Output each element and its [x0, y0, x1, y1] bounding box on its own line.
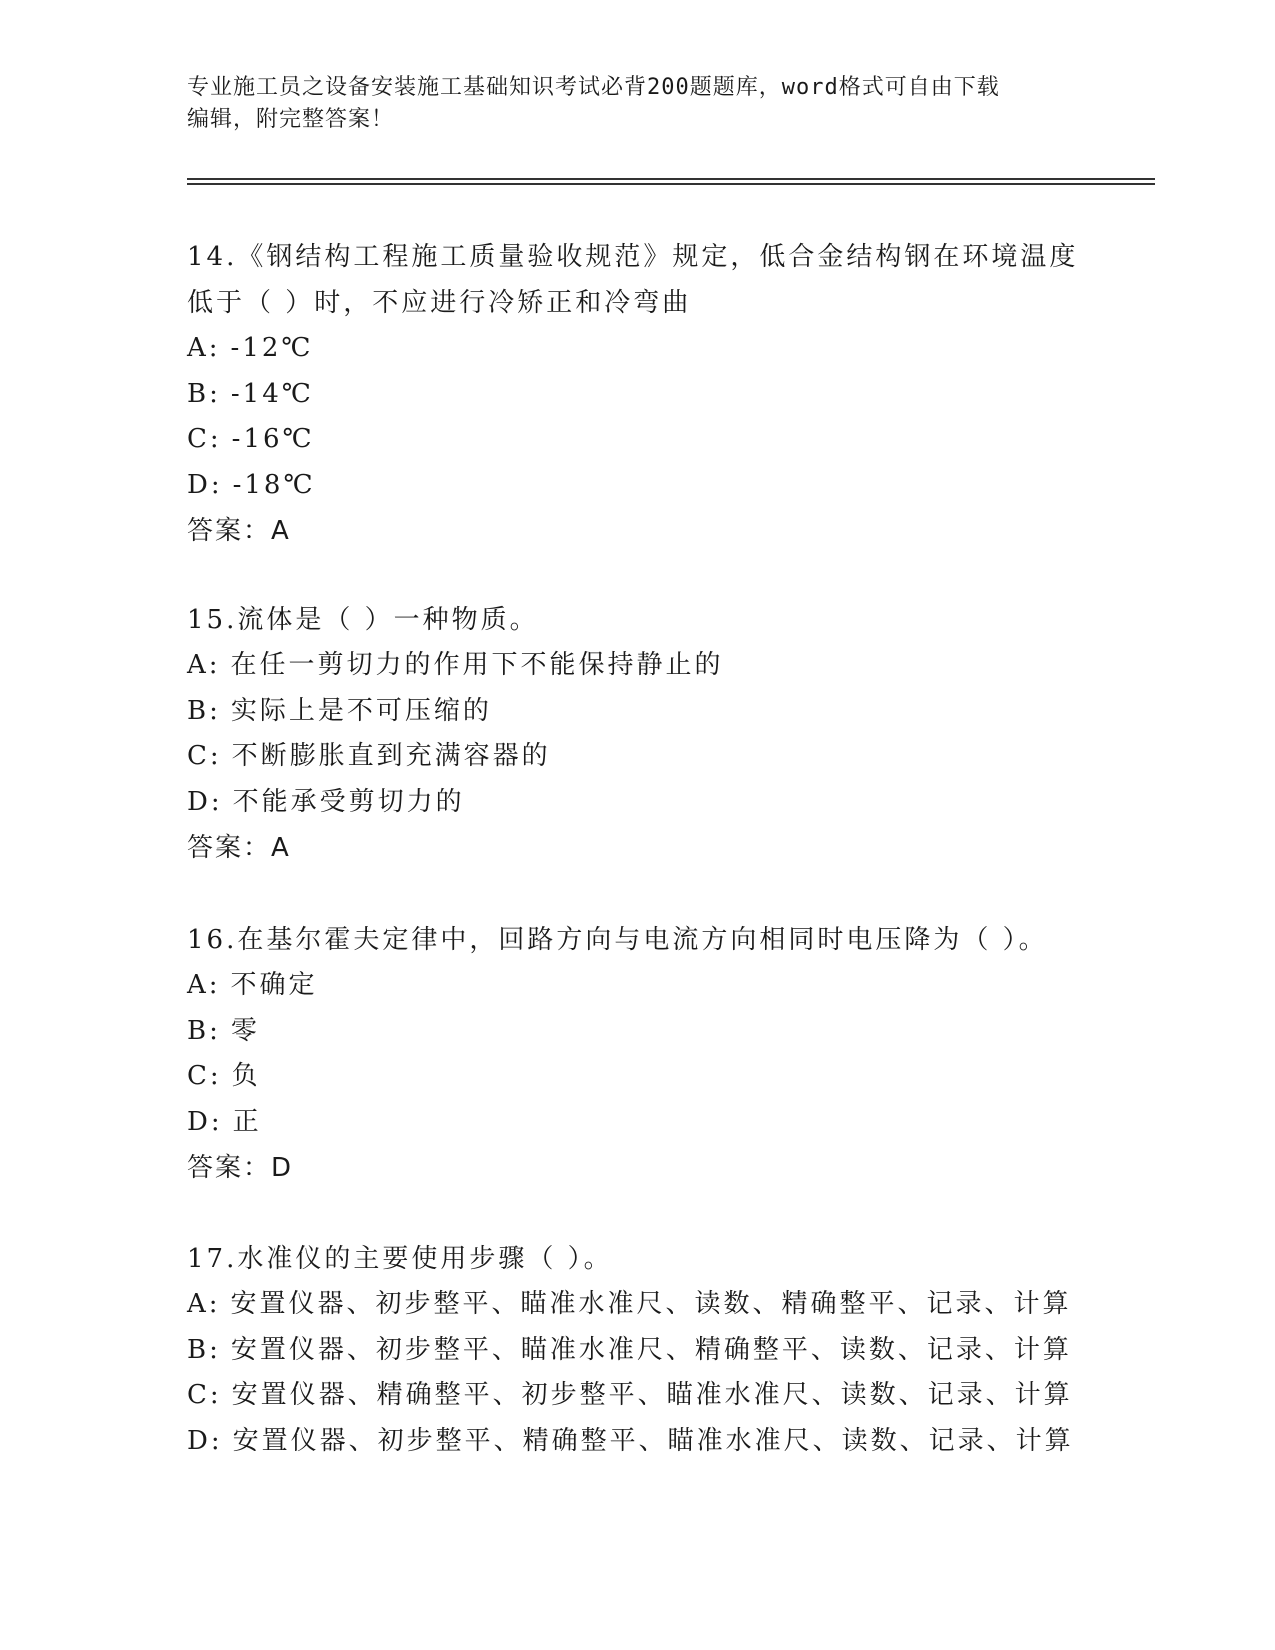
- option-text: -12℃: [230, 333, 314, 363]
- option-b: [187, 1009, 1087, 1055]
- option-text: 不确定: [230, 970, 318, 1000]
- question-14: [187, 234, 1087, 554]
- question-17: [187, 1236, 1087, 1464]
- option-letter: C:: [187, 1061, 222, 1092]
- option-c: [187, 1054, 1087, 1100]
- option-a: [187, 643, 1087, 689]
- option-text: 安置仪器、初步整平、瞄准水准尺、读数、精确整平、记录、计算: [230, 1289, 1072, 1319]
- question-stem: 15.流体是（ ）一种物质。: [187, 605, 539, 635]
- option-d: [187, 463, 1087, 509]
- option-letter: B:: [187, 1015, 221, 1046]
- option-text: 零: [230, 1015, 260, 1046]
- question-stem: 14.《钢结构工程施工质量验收规范》规定，低合金结构钢在环境温度: [187, 242, 1079, 272]
- option-text: 安置仪器、初步整平、瞄准水准尺、精确整平、读数、记录、计算: [230, 1334, 1072, 1365]
- question-stem-continued: 低于（ ）时，不应进行冷矫正和冷弯曲: [187, 288, 692, 318]
- option-text: 实际上是不可压缩的: [230, 695, 492, 726]
- question-16: [187, 917, 1087, 1191]
- option-letter: D:: [187, 469, 223, 500]
- option-c: [187, 417, 1087, 463]
- option-letter: D:: [187, 786, 223, 817]
- option-letter: C:: [187, 741, 222, 772]
- option-letter: C:: [187, 424, 222, 455]
- option-text: 不断膨胀直到充满容器的: [231, 741, 551, 772]
- option-text: 安置仪器、精确整平、初步整平、瞄准水准尺、读数、记录、计算: [231, 1380, 1073, 1411]
- option-letter: A:: [187, 970, 221, 1000]
- option-c: [187, 734, 1087, 780]
- answer-line: 答案：A: [187, 833, 291, 864]
- header-divider-top: [187, 178, 1155, 180]
- option-c: [187, 1373, 1087, 1419]
- option-d: [187, 780, 1087, 826]
- option-a: [187, 326, 1087, 372]
- option-text: 负: [231, 1061, 261, 1092]
- header-line-1: 专业施工员之设备安装施工基础知识考试必背200题题库，word格式可自由下载: [187, 75, 1000, 100]
- option-text: 不能承受剪切力的: [232, 786, 465, 817]
- answer-line: 答案：D: [187, 1153, 294, 1184]
- option-text: -18℃: [232, 469, 316, 500]
- header-line-2: 编辑，附完整答案！: [187, 107, 395, 132]
- option-text: -14℃: [230, 378, 314, 409]
- question-stem: 17.水准仪的主要使用步骤（ ）。: [187, 1244, 613, 1274]
- header-divider-bottom: [187, 183, 1155, 185]
- option-a: [187, 963, 1087, 1009]
- answer-line: 答案：A: [187, 516, 291, 547]
- question-15: [187, 597, 1087, 871]
- option-a: [187, 1282, 1087, 1328]
- option-b: [187, 1328, 1087, 1374]
- option-b: [187, 372, 1087, 418]
- option-text: 安置仪器、初步整平、精确整平、瞄准水准尺、读数、记录、计算: [232, 1425, 1074, 1456]
- option-letter: C:: [187, 1380, 222, 1411]
- option-letter: B:: [187, 695, 221, 726]
- option-letter: D:: [187, 1106, 223, 1137]
- option-text: -16℃: [231, 424, 315, 455]
- option-b: [187, 689, 1087, 735]
- document-header: [187, 72, 1067, 136]
- option-text: 在任一剪切力的作用下不能保持静止的: [230, 650, 724, 680]
- option-letter: A:: [187, 650, 221, 680]
- option-letter: A:: [187, 1289, 221, 1319]
- option-d: [187, 1419, 1087, 1465]
- option-letter: A:: [187, 333, 221, 363]
- option-letter: D:: [187, 1425, 223, 1456]
- option-letter: B:: [187, 378, 221, 409]
- option-text: 正: [232, 1106, 262, 1137]
- question-stem: 16.在基尔霍夫定律中，回路方向与电流方向相同时电压降为（ ）。: [187, 925, 1048, 955]
- option-letter: B:: [187, 1334, 221, 1365]
- option-d: [187, 1100, 1087, 1146]
